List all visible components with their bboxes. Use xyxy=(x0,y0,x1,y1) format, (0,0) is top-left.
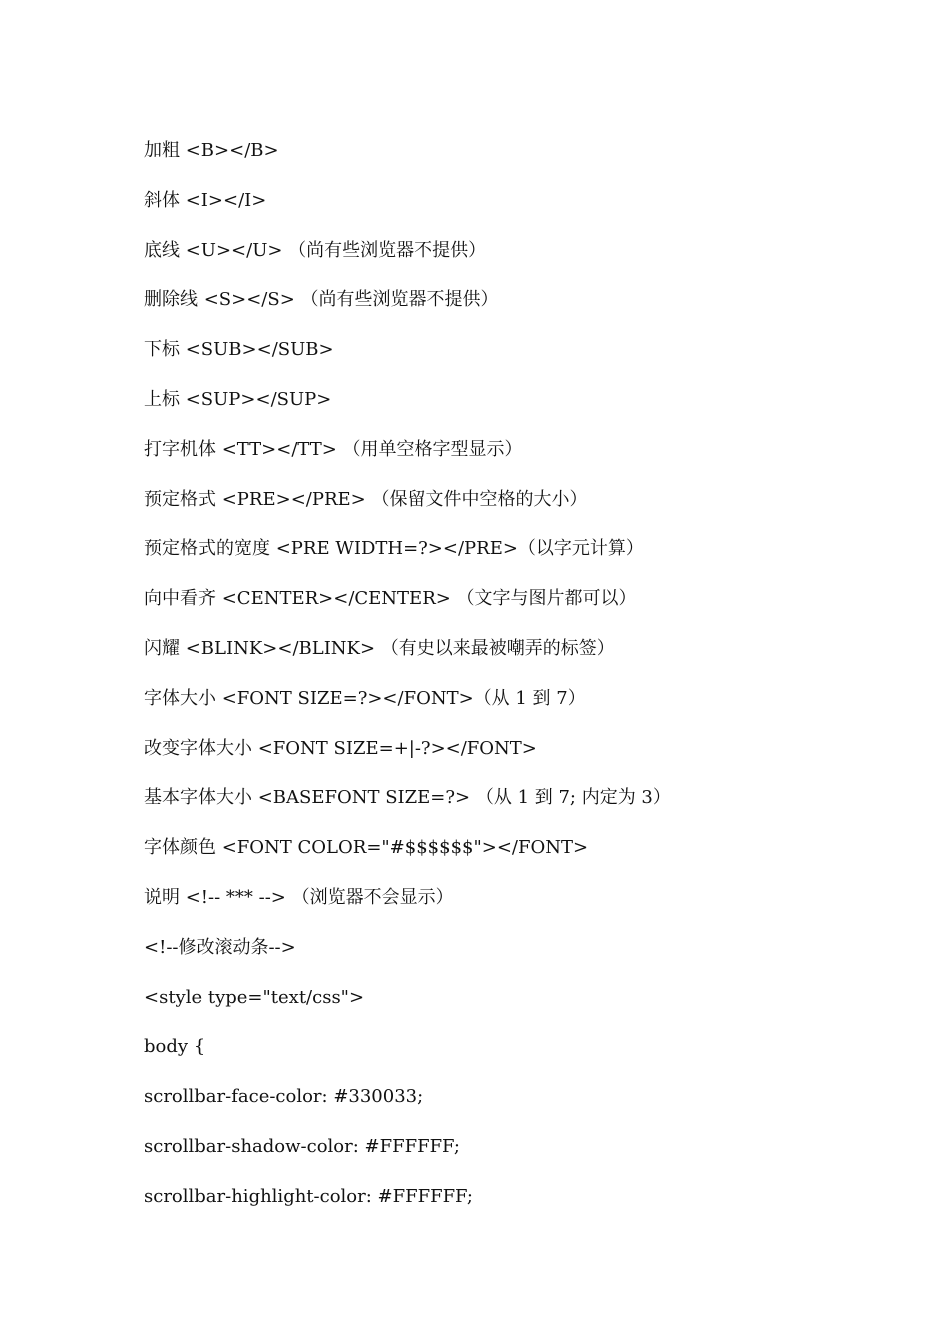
text-line: 下标 <SUB></SUB> xyxy=(144,339,334,361)
text-line: 预定格式的宽度 <PRE WIDTH=?></PRE>（以字元计算） xyxy=(144,538,644,560)
text-line: 说明 <!-- *** --> （浏览器不会显示） xyxy=(144,886,454,908)
text-line: 改变字体大小 <FONT SIZE=+|-?></FONT> xyxy=(144,737,537,759)
text-line: 底线 <U></U> （尚有些浏览器不提供） xyxy=(144,239,487,261)
text-line: 上标 <SUP></SUP> xyxy=(144,388,332,410)
text-line: 基本字体大小 <BASEFONT SIZE=?> （从 1 到 7; 内定为 3） xyxy=(144,787,671,809)
document-lines xyxy=(144,138,904,1234)
code-line: <style type="text/css"> xyxy=(144,986,365,1008)
text-line: 字体颜色 <FONT COLOR="#$$$$$$"></FONT> xyxy=(144,837,589,859)
text-line: 加粗 <B></B> xyxy=(144,140,279,161)
code-line: <!--修改滚动条--> xyxy=(144,936,296,958)
text-line: 打字机体 <TT></TT> （用单空格字型显示） xyxy=(144,438,523,460)
text-line: 闪耀 <BLINK></BLINK> （有史以来最被嘲弄的标签） xyxy=(144,637,615,659)
text-line: 预定格式 <PRE></PRE> （保留文件中空格的大小） xyxy=(144,488,588,510)
code-line: scrollbar-face-color: #330033; xyxy=(144,1086,424,1108)
text-line: 斜体 <I></I> xyxy=(144,189,267,211)
code-line: body { xyxy=(144,1036,206,1058)
text-line: 字体大小 <FONT SIZE=?></FONT>（从 1 到 7） xyxy=(144,687,586,709)
text-line: 向中看齐 <CENTER></CENTER> （文字与图片都可以） xyxy=(144,588,637,610)
code-line: scrollbar-shadow-color: #FFFFFF; xyxy=(144,1135,460,1157)
text-line: 删除线 <S></S> （尚有些浏览器不提供） xyxy=(144,289,499,311)
code-line: scrollbar-highlight-color: #FFFFFF; xyxy=(144,1185,473,1207)
